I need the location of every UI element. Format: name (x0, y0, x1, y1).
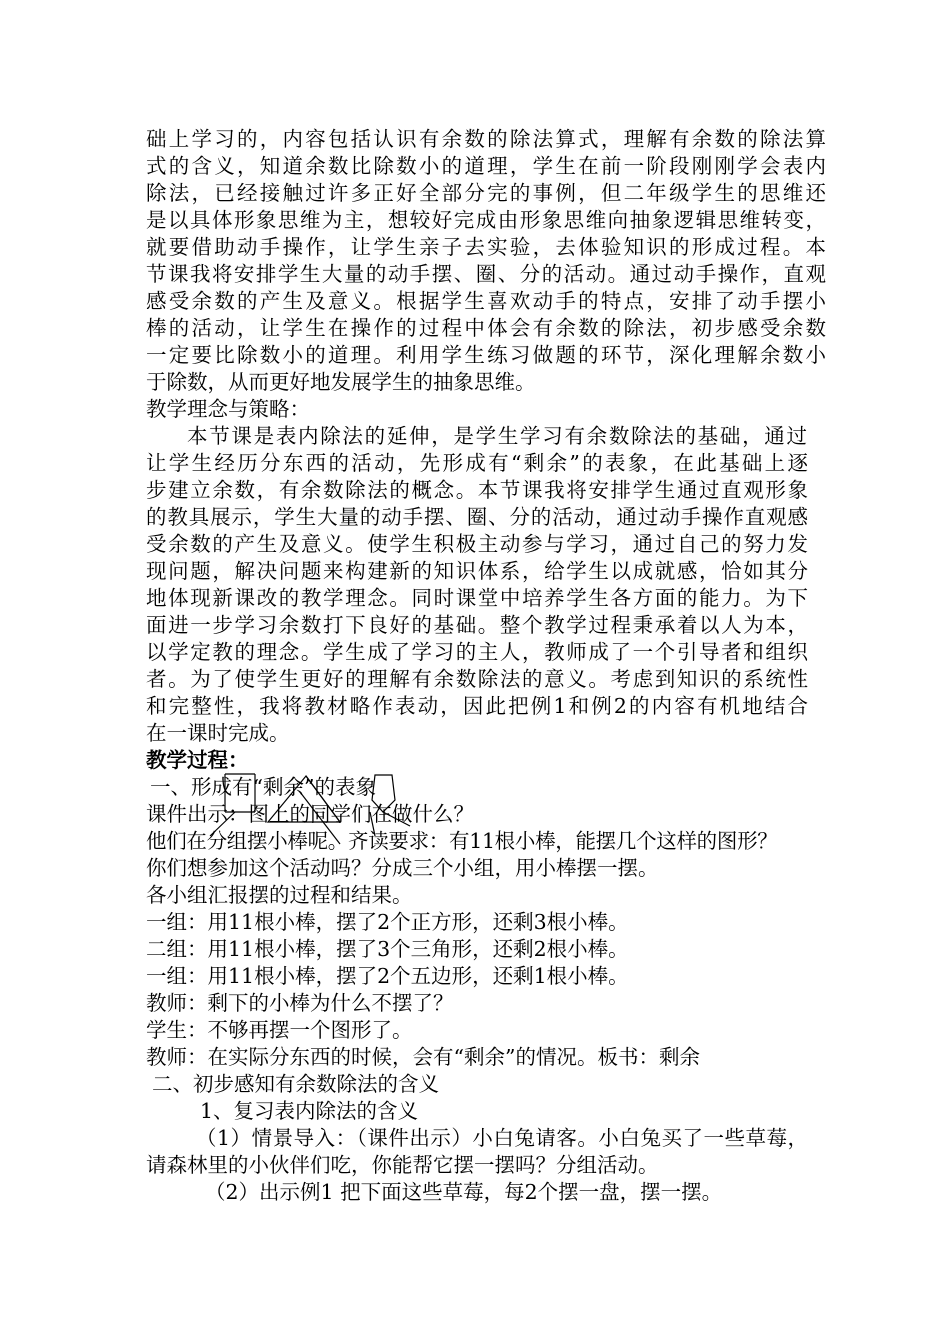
paragraph-line: 于除数，从而更好地发展学生的抽象思维。 (146, 370, 536, 394)
paragraph-line: 现问题，解决问题来构建新的知识体系，给学生以成就感，恰如其分 (146, 559, 808, 583)
paragraph-line: 二组：用11根小棒，摆了3个三角形，还剩2根小棒。 (146, 937, 629, 961)
paragraph-line: 就要借助动手操作，让学生亲子去实验，去体验知识的形成过程。本 (146, 235, 826, 259)
paragraph-line: 除法，已经接触过许多正好全部分完的事例，但二年级学生的思维还 (146, 181, 826, 205)
paragraph-line: 一组：用11根小棒，摆了2个正方形，还剩3根小棒。 (146, 910, 629, 934)
paragraph-line: 地体现新课改的教学理念。同时课堂中培养学生各方面的能力。为下 (146, 586, 808, 610)
paragraph-line: 以学定教的理念。学生成了学习的主人，教师成了一个引导者和组织 (146, 640, 808, 664)
paragraph-line: 他们在分组摆小棒呢。齐读要求：有11根小棒，能摆几个这样的图形？ (146, 829, 778, 853)
section-heading-bold: 教学过程： (146, 748, 249, 772)
paragraph-line: 学生：不够再摆一个图形了。 (146, 1018, 413, 1042)
paragraph-line: （1）情景导入：（课件出示）小白兔请客。小白兔买了一些草莓， (196, 1126, 808, 1150)
paragraph-line: 和完整性，我将教材略作表动，因此把例1和例2的内容有机地结合 (146, 694, 808, 718)
paragraph-line: 请森林里的小伙伴们吃，你能帮它摆一摆吗？分组活动。 (146, 1153, 659, 1177)
subsection-heading: 一、形成有“剩余”的表象 (150, 775, 376, 799)
paragraph-line: 让学生经历分东西的活动，先形成有“剩余”的表象，在此基础上逐 (146, 451, 808, 475)
paragraph-line: 一定要比除数小的道理。利用学生练习做题的环节，深化理解余数小 (146, 343, 826, 367)
paragraph-line: 受余数的产生及意义。使学生积极主动参与学习，通过自己的努力发 (146, 532, 808, 556)
paragraph-line: 本节课是表内除法的延伸，是学生学习有余数除法的基础，通过 (187, 424, 807, 448)
paragraph-line: 式的含义，知道余数比除数小的道理，学生在前一阶段刚刚学会表内 (146, 154, 826, 178)
paragraph-line: 是以具体形象思维为主，想较好完成由形象思维向抽象逻辑思维转变， (146, 208, 826, 232)
paragraph-line: 感受余数的产生及意义。根据学生喜欢动手的特点，安排了动手摆小 (146, 289, 826, 313)
paragraph-line: 者。为了使学生更好的理解有余数除法的意义。考虑到知识的系统性 (146, 667, 808, 691)
paragraph-line: 在一课时完成。 (146, 721, 290, 745)
paragraph-line: 的教具展示，学生大量的动手摆、圈、分的活动，通过动手操作直观感 (146, 505, 808, 529)
section-heading: 教学理念与策略： (146, 397, 310, 421)
subsection-heading: 二、初步感知有余数除法的含义 (152, 1072, 439, 1096)
paragraph-line: 础上学习的，内容包括认识有余数的除法算式，理解有余数的除法算 (146, 127, 826, 151)
paragraph-line: （2）出示例1 把下面这些草莓，每2个摆一盘，摆一摆。 (205, 1180, 723, 1204)
paragraph-line: 步建立余数，有余数除法的概念。本节课我将安排学生通过直观形象 (146, 478, 808, 502)
paragraph-line: 各小组汇报摆的过程和结果。 (146, 883, 413, 907)
paragraph-line: 棒的活动，让学生在操作的过程中体会有余数的除法，初步感受余数 (146, 316, 826, 340)
paragraph-line: 节课我将安排学生大量的动手摆、圈、分的活动。通过动手操作，直观 (146, 262, 826, 286)
paragraph-line: 课件出示：图上的同学们在做什么？ (146, 802, 474, 826)
paragraph-line: 教师：在实际分东西的时候，会有“剩余”的情况。板书：剩余 (146, 1045, 700, 1069)
paragraph-line: 你们想参加这个活动吗？分成三个小组，用小棒摆一摆。 (146, 856, 659, 880)
paragraph-line: 教师：剩下的小棒为什么不摆了？ (146, 991, 454, 1015)
paragraph-line: 面进一步学习余数打下良好的基础。整个教学过程秉承着以人为本， (146, 613, 808, 637)
paragraph-line: 1、复习表内除法的含义 (200, 1099, 419, 1123)
paragraph-line: 一组：用11根小棒，摆了2个五边形，还剩1根小棒。 (146, 964, 629, 988)
